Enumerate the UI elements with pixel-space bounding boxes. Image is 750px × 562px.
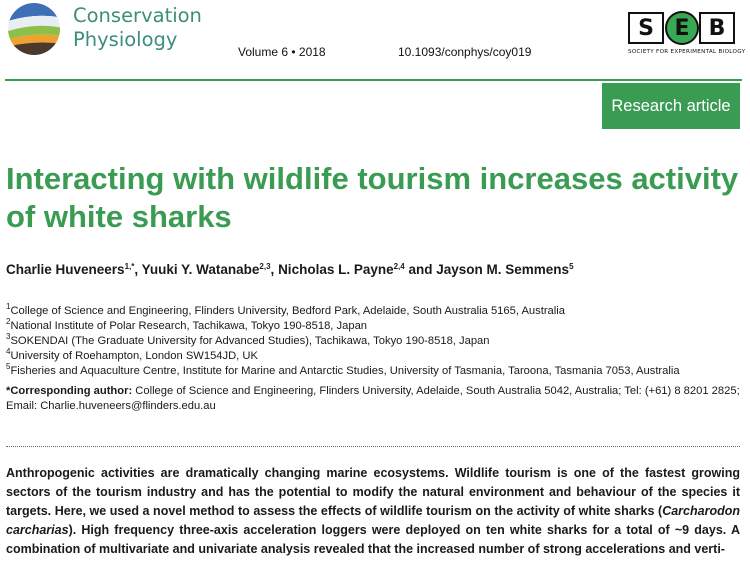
affiliation-number: 4	[6, 347, 11, 356]
affiliation-text: National Institute of Polar Research, Tachikawa, Tokyo 190-8518, Japan	[10, 320, 368, 332]
affiliation-number: 3	[6, 332, 11, 341]
abstract-text: ). High frequency three-axis acceleration loggers were deployed on ten white sharks for a total of ~9 days. A combination of multivariate and univariate analysis revealed that the increased number of strong accelerations and verti-	[6, 523, 740, 556]
affiliation-text: SOKENDAI (The Graduate University for Advanced Studies), Tachikawa, Tokyo 190-8518, Japan	[10, 335, 490, 347]
seb-logo	[628, 12, 746, 58]
author-name[interactable]: Charlie Huveneers	[6, 262, 125, 277]
affiliation-item	[6, 334, 680, 349]
article-title: Interacting with wildlife tourism increases activity of white sharks	[6, 161, 739, 234]
affiliation-item	[6, 364, 680, 379]
species-name: Carcharodon carcharias	[6, 504, 740, 537]
author-affil-ref: 2,4	[393, 262, 405, 271]
affiliation-text: College of Science and Engineering, Flinders University, Bedford Park, Adelaide, South Australia 5165, Australia	[10, 305, 565, 317]
abstract-text: Anthropogenic activities are dramatically changing marine ecosystems. Wildlife tourism is one of the fastest growing sectors of the tourism industry and has the potential to modify the natural environment and behaviour of the species it targets. Here, we used a novel method to assess the effects of wildlife tourism on the activity of white sharks (	[6, 466, 740, 518]
author-name[interactable]: Jayson M. Semmens	[436, 262, 570, 277]
corresponding-text[interactable]: College of Science and Engineering, Flinders University, Adelaide, South Australia 5042, Australia; Tel: (+61) 8 8201 2825; Email: Charlie.huveneers@flinders.edu.au	[6, 385, 740, 412]
journal-title[interactable]	[73, 4, 202, 52]
abstract	[6, 464, 740, 559]
header-divider	[5, 79, 742, 81]
affiliation-number: 5	[6, 362, 11, 371]
volume-info: Volume 6 • 2018	[238, 45, 326, 59]
article-type-badge: Research article	[602, 83, 740, 129]
affiliation-text: University of Roehampton, London SW154JD, UK	[10, 350, 258, 362]
seb-letter-e: E	[665, 11, 699, 45]
journal-title-line2: Physiology	[73, 28, 178, 51]
affiliation-item	[6, 319, 680, 334]
seb-letter-b: B	[699, 12, 735, 44]
corresponding-label: *Corresponding author:	[6, 385, 133, 397]
seb-letter-s: S	[628, 12, 664, 44]
seb-tagline: SOCIETY FOR EXPERIMENTAL BIOLOGY	[628, 49, 746, 55]
affiliation-list	[6, 304, 680, 379]
affiliation-number: 2	[6, 317, 11, 326]
author-name[interactable]: Yuuki Y. Watanabe	[141, 262, 260, 277]
affiliation-item	[6, 349, 680, 364]
affiliation-item	[6, 304, 680, 319]
affiliation-number: 1	[6, 302, 11, 311]
author-separator: and	[404, 262, 437, 277]
section-divider	[6, 446, 740, 447]
author-name[interactable]: Nicholas L. Payne	[278, 262, 394, 277]
doi-link[interactable]: 10.1093/conphys/coy019	[398, 45, 532, 59]
author-affil-ref: 5	[569, 262, 574, 271]
author-affil-ref: 2,3	[259, 262, 271, 271]
affiliation-text: Fisheries and Aquaculture Centre, Institute for Marine and Antarctic Studies, University of Tasmania, Taroona, Tasmania 7053, Australia	[10, 365, 680, 377]
journal-title-line1: Conservation	[73, 4, 202, 27]
author-separator: ,	[270, 262, 279, 277]
author-affil-ref: 1,*	[124, 262, 135, 271]
author-separator: ,	[134, 262, 142, 277]
author-list	[6, 262, 574, 277]
journal-logo	[5, 2, 63, 56]
corresponding-author	[6, 384, 744, 414]
